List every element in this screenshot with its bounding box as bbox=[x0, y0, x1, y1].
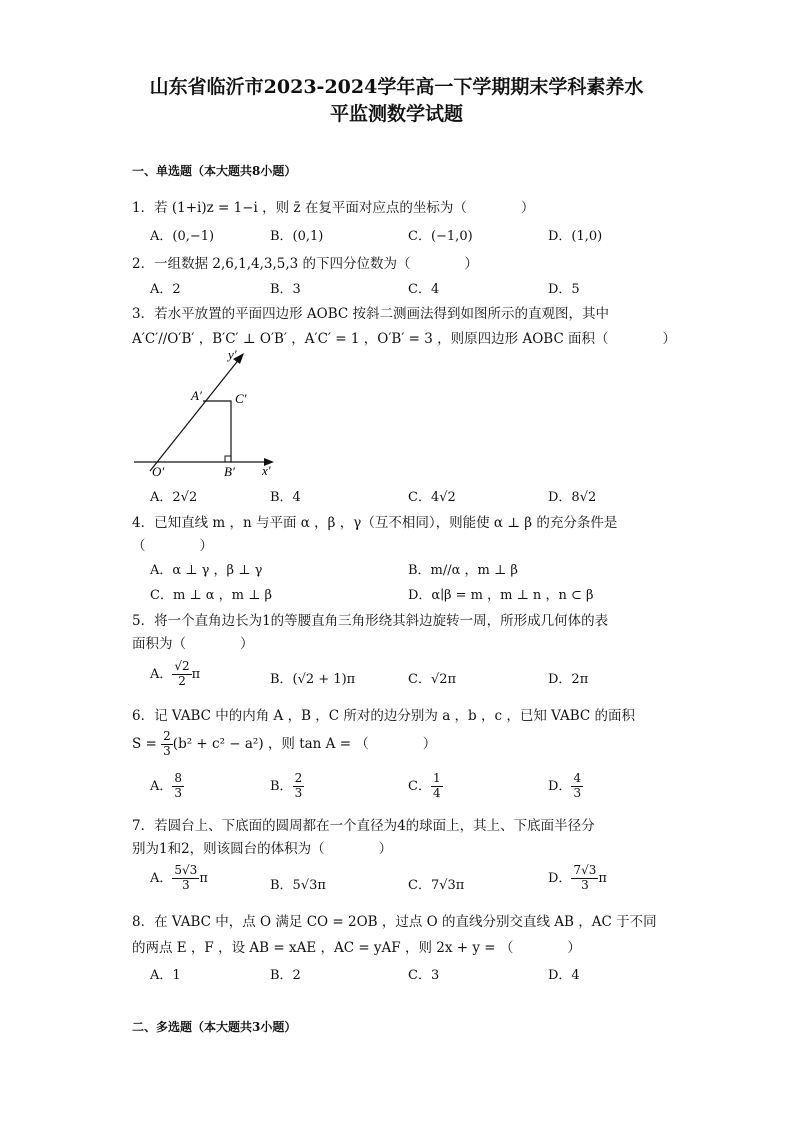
q6-option-a-fraction bbox=[172, 772, 184, 801]
q7-option-d[interactable] bbox=[548, 864, 607, 893]
label-a-prime: A′ bbox=[191, 388, 202, 403]
q6-area-lhs: S = bbox=[132, 735, 162, 752]
q7-option-b[interactable]: B．5√3π bbox=[270, 878, 326, 893]
fraction-numerator: 2 bbox=[294, 771, 303, 785]
question-5-line-2: 面积为（ ） bbox=[132, 636, 254, 652]
q7-option-d-fraction bbox=[571, 864, 598, 893]
q1-option-d[interactable]: D．(1,0) bbox=[548, 229, 603, 244]
q3-option-c[interactable]: C．4√2 bbox=[408, 490, 456, 505]
question-5-line-1: 5．将一个直角边长为1的等腰直角三角形绕其斜边旋转一周，所形成几何体的表 bbox=[132, 613, 609, 629]
q4-option-d[interactable]: D．α∣β = m ，m ⊥ n ，n ⊂ β bbox=[408, 588, 594, 603]
question-8-line-1: 8．在 VABC 中，点 O 满足 CO = 2OB ，过点 O 的直线分别交直线 AB ，AC 于不同 bbox=[132, 914, 657, 930]
q3-oblique-diagram bbox=[128, 345, 288, 480]
q8-option-d[interactable]: D．4 bbox=[548, 968, 580, 983]
q4-option-b[interactable]: B．m//α ，m ⊥ β bbox=[408, 563, 518, 578]
fraction-numerator: 2 bbox=[163, 729, 171, 743]
q7-option-c[interactable]: C．7√3π bbox=[408, 878, 465, 893]
q6-option-d-label: D． bbox=[548, 778, 572, 794]
question-7-line-1: 7．若圆台上、下底面的圆周都在一个直径为4的球面上，其上、下底面半径分 bbox=[132, 818, 595, 834]
q3-option-d[interactable]: D．8√2 bbox=[548, 490, 597, 505]
q6-option-d[interactable] bbox=[548, 772, 583, 801]
right-angle-mark bbox=[225, 456, 231, 462]
y-axis-line bbox=[150, 358, 240, 471]
q8-option-b[interactable]: B．2 bbox=[270, 968, 301, 983]
q2-option-b[interactable]: B．3 bbox=[270, 282, 301, 297]
q6-option-a-label: A． bbox=[150, 778, 173, 794]
q2-option-a[interactable]: A．2 bbox=[150, 282, 181, 297]
q5-option-a-pi: π bbox=[191, 666, 201, 682]
q7-option-a-label: A． bbox=[150, 870, 173, 886]
q6-area-rhs: (b² + c² − a²) ，则 tan A = （ ） bbox=[172, 735, 437, 752]
q5-option-d[interactable]: D．2π bbox=[548, 672, 589, 687]
q1-option-a[interactable]: A．(0,−1) bbox=[150, 229, 215, 244]
fraction-denominator: 3 bbox=[573, 785, 582, 800]
q1-option-b[interactable]: B．(0,1) bbox=[270, 229, 324, 244]
page-title-line-1: 山东省临沂市2023-2024学年高一下学期期末学科素养水 bbox=[149, 76, 644, 98]
q4-option-a[interactable]: A．α ⊥ γ ，β ⊥ γ bbox=[150, 563, 263, 578]
q7-option-d-label: D． bbox=[548, 870, 572, 886]
q7-option-a-fraction bbox=[172, 864, 199, 893]
question-2-text: 2．一组数据 2,6,1,4,3,5,3 的下四分位数为（ ） bbox=[132, 256, 479, 272]
q6-option-c-fraction bbox=[431, 772, 443, 801]
fraction-denominator: 3 bbox=[174, 785, 183, 800]
q6-option-c[interactable] bbox=[408, 772, 443, 801]
question-4-line-2: （ ） bbox=[132, 538, 213, 554]
label-x-prime: x′ bbox=[262, 463, 271, 478]
section-heading-multiple-choice: 二、多选题（本大题共3小题） bbox=[132, 1020, 297, 1034]
q5-option-a-label: A． bbox=[150, 666, 173, 682]
q3-option-a[interactable]: A．2√2 bbox=[150, 490, 198, 505]
q2-option-c[interactable]: C．4 bbox=[408, 282, 440, 297]
question-7-line-2: 别为1和2，则该圆台的体积为（ ） bbox=[132, 841, 393, 857]
fraction-numerator: 7√3 bbox=[573, 863, 597, 877]
fraction-numerator: 5√3 bbox=[174, 863, 198, 877]
fraction-numerator: √2 bbox=[174, 659, 190, 673]
q6-option-b-label: B． bbox=[270, 778, 293, 794]
q2-option-d[interactable]: D．5 bbox=[548, 282, 580, 297]
q5-option-c[interactable]: C．√2π bbox=[408, 672, 457, 687]
fraction-numerator: 8 bbox=[174, 771, 183, 785]
q6-option-c-label: C． bbox=[408, 778, 431, 794]
question-3-line-2: A′C′//O′B′ ，B′C′ ⊥ O′B′ ，A′C′ = 1 ，O′B′ = 3 ，则原四边形 AOBC 面积（ ） bbox=[132, 331, 677, 347]
question-8-line-2: 的两点 E ，F ，设 AB = xAE ，AC = yAF ，则 2x + y = （ ） bbox=[132, 940, 581, 956]
fraction-denominator: 3 bbox=[182, 877, 190, 892]
q7-option-a[interactable] bbox=[150, 864, 208, 893]
page-title-line-2: 平监测数学试题 bbox=[329, 103, 463, 125]
question-6-line-1: 6．记 VABC 中的内角 A ，B ，C 所对的边分别为 a ，b ，c ，已知 VABC 的面积 bbox=[132, 708, 635, 724]
q5-option-a-fraction bbox=[172, 660, 191, 689]
label-c-prime: C′ bbox=[235, 391, 247, 406]
fraction-denominator: 4 bbox=[432, 785, 441, 800]
q8-option-a[interactable]: A．1 bbox=[150, 968, 181, 983]
fraction-denominator: 3 bbox=[163, 743, 171, 758]
fraction-denominator: 2 bbox=[178, 673, 186, 688]
q6-option-d-fraction bbox=[571, 772, 583, 801]
fraction-denominator: 3 bbox=[294, 785, 303, 800]
q3-option-b[interactable]: B．4 bbox=[270, 490, 301, 505]
q7-option-a-pi: π bbox=[199, 870, 208, 886]
label-y-prime: y′ bbox=[228, 347, 237, 362]
label-b-prime: B′ bbox=[224, 464, 235, 479]
fraction-numerator: 1 bbox=[432, 771, 441, 785]
label-o-prime: O′ bbox=[152, 464, 165, 479]
q1-option-c[interactable]: C．(−1,0) bbox=[408, 229, 473, 244]
q6-option-b-fraction bbox=[293, 772, 305, 801]
question-3-line-1: 3．若水平放置的平面四边形 AOBC 按斜二测画法得到如图所示的直观图，其中 bbox=[132, 306, 609, 322]
q6-option-a[interactable] bbox=[150, 772, 184, 801]
q6-option-b[interactable] bbox=[270, 772, 304, 801]
q6-area-fraction bbox=[161, 730, 173, 759]
quadrilateral-sides bbox=[203, 401, 231, 462]
q5-option-a[interactable] bbox=[150, 660, 200, 689]
q8-option-c[interactable]: C．3 bbox=[408, 968, 440, 983]
fraction-numerator: 4 bbox=[573, 771, 582, 785]
question-4-line-1: 4．已知直线 m ，n 与平面 α ，β ，γ（互不相同），则能使 α ⊥ β 的充分条件是 bbox=[132, 515, 618, 531]
q4-option-c[interactable]: C．m ⊥ α ，m ⊥ β bbox=[150, 588, 273, 603]
q7-option-d-pi: π bbox=[598, 870, 607, 886]
fraction-denominator: 3 bbox=[581, 877, 589, 892]
q5-option-b[interactable]: B．(√2 + 1)π bbox=[270, 672, 356, 687]
question-6-line-2 bbox=[132, 730, 436, 759]
section-heading-single-choice: 一、单选题（本大题共8小题） bbox=[132, 164, 297, 178]
question-1-text: 1．若 (1+i)z = 1−i ，则 z̄ 在复平面对应点的坐标为（ ） bbox=[132, 200, 535, 216]
